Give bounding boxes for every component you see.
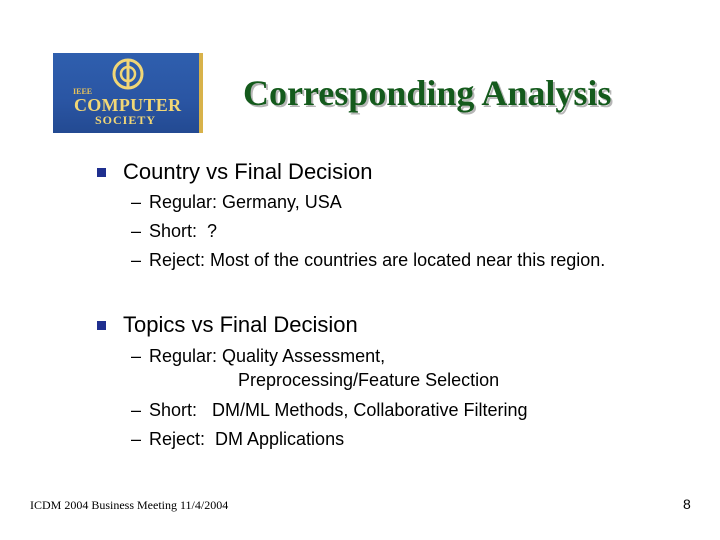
list-item-text: Reject: DM Applications bbox=[149, 429, 345, 449]
list-item-text: Regular: Quality Assessment, bbox=[149, 346, 386, 366]
list-item-text: Short: ? bbox=[149, 221, 218, 241]
list-item-continuation: Preprocessing/Feature Selection bbox=[238, 370, 500, 390]
computer-society-emblem-icon bbox=[111, 57, 145, 91]
logo-computer-text: COMPUTER bbox=[74, 95, 182, 115]
dash-marker: – bbox=[131, 400, 142, 420]
dash-marker: – bbox=[131, 346, 142, 366]
logo-society-text: SOCIETY bbox=[95, 113, 157, 127]
dash-marker: – bbox=[131, 192, 142, 212]
dash-marker: – bbox=[131, 429, 142, 449]
bullet-square-icon bbox=[97, 168, 106, 177]
slide-footer: ICDM 2004 Business Meeting 11/4/2004 bbox=[30, 498, 229, 512]
slide-title: Corresponding Analysis bbox=[243, 73, 612, 113]
list-item bbox=[131, 221, 217, 242]
list-item-text: Reject: Most of the countries are located near this region. bbox=[149, 250, 606, 270]
bullet-square-icon bbox=[97, 321, 106, 330]
list-item bbox=[131, 400, 527, 421]
list-item-text: Short: DM/ML Methods, Collaborative Filtering bbox=[149, 400, 528, 420]
list-item bbox=[131, 346, 385, 367]
ieee-computer-society-logo bbox=[53, 53, 203, 133]
list-item-text: Regular: Germany, USA bbox=[149, 192, 342, 212]
list-item bbox=[131, 192, 342, 213]
logo-ieee-text: IEEE bbox=[73, 87, 93, 96]
list-item bbox=[131, 250, 605, 271]
list-item bbox=[131, 429, 344, 450]
dash-marker: – bbox=[131, 250, 142, 270]
section-heading-topics: Topics vs Final Decision bbox=[123, 312, 358, 337]
dash-marker: – bbox=[131, 221, 142, 241]
section-heading-country: Country vs Final Decision bbox=[123, 159, 373, 184]
page-number: 8 bbox=[683, 496, 691, 512]
